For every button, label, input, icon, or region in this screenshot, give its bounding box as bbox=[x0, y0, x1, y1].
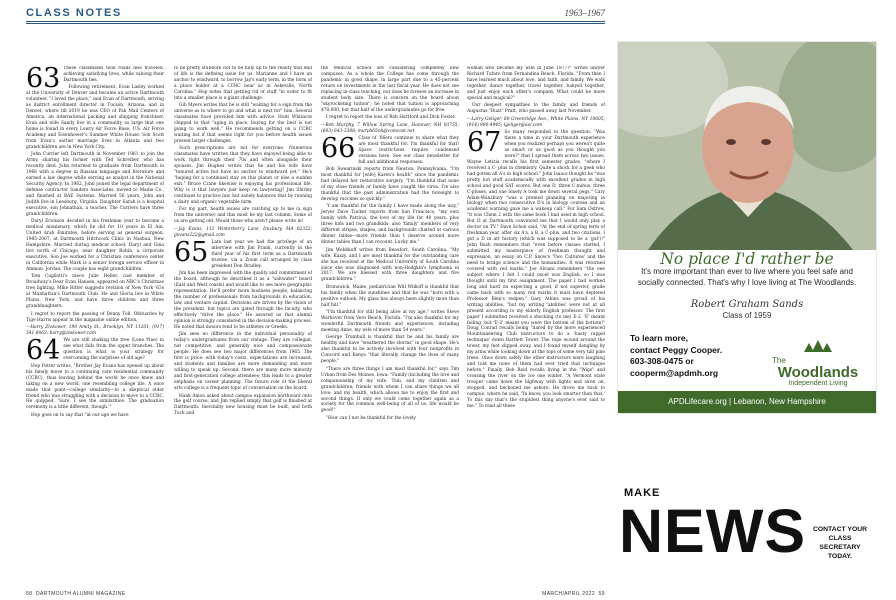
paragraph: Hop goes on to say that "at our age we have bbox=[31, 412, 129, 418]
contact-secretary-text bbox=[810, 525, 870, 561]
column-1 bbox=[26, 66, 164, 586]
paragraph: Jim Webbkoff writes from Beaufort, South Carolina, "My wife, Kazzy, and I are most thankful for the outstanding care she has received at the Medical University of South Carolina since she was diagnosed with non-Hodgkin's lymphoma in 2017. We are blessed with three daughters and five grandchildren." bbox=[321, 247, 459, 283]
secretary-signature: —Harry Zlokower, 190 Amity St., Brooklyn, NY 11201; (917) 541-8063; harry@zlokower.com bbox=[26, 325, 164, 336]
paragraph: Such prescriptions are not for everyone. Numerous classmates have written that they have enjoyed being able to work right through their 70s and often alongside their spouses. Jim Hughes writes that he and his wife have "tenured active but have no anchor to windward yet." He's "hoping for a continued stay on this planet or else a sudden exit." Bruce Crane likewise is enjoying his professional life. Why is it that lawyers just keep on lawyering? Jim Shirley continues to practice law, but sanely balances that by running a dairy and organic vegetable farm. bbox=[174, 146, 312, 205]
paragraph: Tom Cagliotti's niece Julie Heller, cast member of Broadway's Dear Evan Hansen, appeared on NBC's Christmas tree lighting. Mike Ritter suggests revision of New York '63s at Manhattan's Dartmouth Club. He and Gloria live in White Plains, New York, and have three children and three granddaughters. bbox=[26, 274, 164, 310]
paragraph: These classmates took roads less traveled, achieving satisfying lives, while valuing their Dartmouth ties. bbox=[63, 66, 164, 83]
paragraph: Daryl Erickson decided in his freshman year to become a medical missionary, which he did for 10 years in El Ain, United Arab Emirates, before serving as general surgeon, 1985-2007, at Dartmouth Hitchcock Clinic in Nashua, New Hampshire. Married during medical school, Daryl and Gina live north of Chicago, near daughter Robin, a corporate executive. Son Joe worked for a Christian conference center in California while Mark is a senior foreign service officer in Amman, Jordan. The couple has eight grandchildren. bbox=[26, 219, 164, 272]
class-note-66 bbox=[321, 132, 459, 166]
class-years: 1963–1967 bbox=[564, 8, 605, 18]
footer-left bbox=[26, 591, 125, 597]
paragraph: Late last year we had the privilege of an interview with Jim Frank, currently in the third year of his first term as a Dartmouth trustee, via a Zoom call arranged by class president Don Bradley. bbox=[211, 240, 312, 269]
page-number: 58 bbox=[26, 591, 33, 597]
ad-body: It's more important than ever to live where you feel safe and socially connected. That's why I love living at The Woodlands. bbox=[637, 267, 857, 287]
make-news-advertisement bbox=[617, 485, 875, 591]
issue-date: MARCH/APRIL 2022 bbox=[542, 591, 596, 597]
paragraph: I regret to report the loss of Rob Hartford and Dick Foster. bbox=[326, 115, 456, 121]
class-year-65: 65 bbox=[174, 237, 209, 269]
class-note-64 bbox=[26, 335, 164, 367]
woodlands-logo bbox=[768, 338, 868, 387]
news-label: NEWS bbox=[619, 497, 806, 565]
logo-the: The bbox=[772, 356, 786, 365]
class-year-64: 64 bbox=[26, 335, 61, 367]
secretary-signature: —Larry Geliger, 80 Greenridge Ave., White Plains, NY 10605; (914) 980-4945; lgeliger@aol.com bbox=[467, 116, 605, 128]
paragraph: John Currier left Dartmouth in November 1961 to join the Army, sharing his former with Ted Schreiber, who has recently died. John returned to graduate from Dartmouth in 1966 with a degree in Russian language and literature and earned a law degree while serving as analyst in the National Security Agency. In 1982, John joined the legal department of defense contractor Sanders Associates, moved to Maine Co., and finished at BAE Systems. Married 56 years, John and Judith live in Leesburg, Virginia. Daughter Sarah is a hospital executive, son Johnathan, a teacher. The Curriers have three grandchildren. bbox=[26, 152, 164, 217]
contact-line: TODAY. bbox=[827, 553, 853, 560]
ad-contact-line: contact Peggy Cooper. bbox=[630, 344, 723, 355]
resident-class: Class of 1959 bbox=[722, 311, 772, 320]
contact-line: CLASS bbox=[828, 535, 852, 542]
paragraph: "I'm thankful for still being alive at my age," writes Steve Warhover from Vero Beach, Florida. "I'm also thankful for my wonderful Dartmouth friends and experiences, including meeting Anne, my wife of more than 54 years." bbox=[321, 310, 459, 334]
class-note-63 bbox=[26, 66, 164, 94]
paragraph: Jim has been impressed with the quality and commitment of the board, although he described it as a "saltwater" board (East and West coasts) and would like to see more geographic representation. He'll prefer more business people, balancing the number of professionals from backgrounds in education, law, and venture capital. Decisions are driven by the vision of the president, but topics are gated through the faculty, who effectively "drive the place." He assured us that alumni opinion is strongly considered in the decision-making process. He noted that donors tend to be athletes or Greeks. bbox=[174, 271, 312, 331]
paragraph: woman who became my wife in June 1977?" writes lawyer Richard Tufaro from Fernandina Beach, Florida. "From then I have learned much about love, and faith, and family. We walk together, dance together, travel together, babysit together, and just enjoy each other's company. What could be more special and magical?" bbox=[467, 66, 605, 101]
class-year-67: 67 bbox=[467, 127, 502, 159]
ad-contact bbox=[630, 333, 760, 379]
contact-line: CONTACT YOUR bbox=[812, 526, 868, 533]
column-2 bbox=[174, 66, 312, 586]
header-rule-2 bbox=[26, 23, 605, 24]
portrait-illustration bbox=[618, 42, 876, 250]
paragraph: Class of '66ers continue to share what they are most thankful for. I'm thankful for that! Space restrictions require condensed versions here. See our class newsletter for full and additional responses. bbox=[358, 135, 459, 165]
paragraph: Hop Potter writes, "Brother Jay Evans has opened up about his timely move to a continuing care residential community (CCRC), thus leaving behind the world he once knew and taking on a new world, one resembling college life. A once made that point—college similarity—to a skeptical older friend who was struggling with a decision to move to a CCRC. He quipped, 'Sure, I see the similarities. The graduation ceremony is a little different, though.'" bbox=[26, 363, 164, 411]
ad-website-band[interactable]: APDLifecare.org | Lebanon, New Hampshire bbox=[618, 391, 876, 413]
resident-signature: Robert Graham Sands bbox=[690, 299, 804, 310]
header-rule bbox=[26, 21, 605, 22]
woodlands-advertisement[interactable] bbox=[617, 41, 877, 414]
paragraph: Brunswick, Maine, pediatrician Will Wilkoff is thankful that his family when the sunshines and that he was "born with a positive outlook. My glass has always been slightly more than half full." bbox=[321, 284, 459, 308]
resident-photo bbox=[618, 42, 876, 250]
paragraph: Following retirement, Evan Lasley worked at the University of Denver and became an active Dartmouth volunteer. "I loved the place," said Evan of Dartmouth, serving as district enrollment director in Tucson, Arizona, and in Denver, where till 2019 he was CEO of Pak Mail Centers of America, an international packing and shipping franchiser. Evan and wife Sandy live in a community so large that one home is found in every Lowry Air Force Base, U.S. Air Force Academy and Eisenhower's Summer White House. Son Scott from Evan's earlier marriage lives in Atlanta and two grandchildren are in New York City. bbox=[26, 85, 164, 150]
ad-contact-line: To learn more, bbox=[630, 333, 688, 343]
paragraph: For my part, health issues are catching up to me (a sign from the universe) and this must be my last column. Some of us are getting old. Would those who aren't please write in! bbox=[174, 207, 312, 225]
paragraph: George Trumbull is thankful that he and his family are healthy and have "weathered the storms" in good shape. He's also thankful to be actively involved with four nonprofits in Concord and Kenya "that literally change the lives of many people." bbox=[321, 335, 459, 365]
paragraph: I regret to report the passing of Denny Toll. Obituaries by Tige Harris appear in the magazine online edition. bbox=[26, 311, 164, 323]
paragraph: "I am thankful for the family I have made along the way," Jeryer Dave Tucker reports from San Francisco, "my own family with Patricia, the love of my life for 40 years, plus three kids and two grandkids; also 'family' members of very different stripes, shapes, and backgrounds chatted at various dinner tables—more friends than I deserve around more dinner tables than I can recount. Lucky me." bbox=[321, 204, 459, 246]
paragraph: "How can I not be thankful for the lovely bbox=[326, 415, 416, 421]
paragraph: to be pretty stubborn not to be fully up to the reality that end of life is the defining issue for us. Marianne and I have an anchor to windward, to borrow Jay's early term, in the form of a place holder at a CCRC near us in Asheville, North Carolina." Hop notes that getting rid of stuff "in order to fit into a smaller place is a giant challenge. bbox=[174, 66, 312, 101]
class-year-63: 63 bbox=[26, 66, 61, 94]
secretary-signature: —Bob Murphy, 7 Willow Spring Lane, Hanover, NH 03755; (603) 643-3388; murph65nh@comcast.net bbox=[321, 122, 459, 134]
paragraph: Our deepest sympathies to the family and friends of Augustus "Buzz" Pratt, who passed away last November. bbox=[467, 103, 605, 115]
tree-icon bbox=[768, 339, 868, 353]
paragraph: the Medical School are considering completely new campuses. As a whole the College has come through the pandemic in good shape, in large part due to a 45-percent return on investments in the last fiscal year. He does not see replacing in-class teaching, nor does he foresee an increase in student body size. There is concern on the board about "skyrocketing tuition"; he noted that tuition is approaching $70,000, but that half of the undergraduates go for free. bbox=[321, 66, 459, 113]
class-year-66: 66 bbox=[321, 132, 356, 164]
secretary-signature: —Jay Evans, 112 Winterberry Lane, Duxbury, MA 02332; jjevans222@gmail.com bbox=[174, 226, 312, 238]
class-note-65 bbox=[174, 237, 312, 270]
make-label: MAKE bbox=[624, 487, 661, 499]
paragraph: Bob Swearinski reports from Newton, Pennsylvania, "I'm most thankful for [wife] Karen's health" since the pandemic had delayed her restorative surgery. "I'm thankful that none of my close friends or family have caught the virus. I'm also thankful that the past administration had the foresight to develop vaccines so quickly." bbox=[321, 167, 459, 203]
ad-headline: No place I'd rather be bbox=[660, 250, 834, 268]
page-number: 59 bbox=[598, 591, 605, 597]
section-title: CLASS NOTES bbox=[26, 7, 122, 19]
publication-name: DARTMOUTH ALUMNI MAGAZINE bbox=[35, 591, 126, 597]
class-note-67 bbox=[467, 127, 605, 410]
contact-line: SECRETARY bbox=[819, 544, 861, 551]
paragraph: We are still shaking the tree (Lone Pine) to see what falls from the upper branches. The question is what is your strategy for overcoming the surprises of old age? bbox=[63, 338, 164, 362]
paragraph: Gib Myers writes that he is still "waiting for a sign from the universe as to where to go and what is next for" him. Several classmates have provided him with advice. Hunt Whitacre chipped in that "aging in place, buying for the best is not going to work well." He recommends getting on a CCRC waiting list if that seems right for you before health issues present larger challenges. bbox=[174, 103, 312, 144]
ad-phone[interactable]: 603-308-0475 or bbox=[630, 356, 694, 366]
column-3 bbox=[321, 66, 459, 586]
paragraph: "There are three things I am most thankful for," says Tim Urban from Des Moines, Iowa: "Family (including the love and companionship of my wife, Toni, and my children and grandchildren; friends with whom I can share things we all love; and my health, which allows me to enjoy the first and second things. If only we could come together again as a society for the common well-being of all of us, life would be good!" bbox=[321, 366, 459, 414]
footer-right bbox=[520, 591, 605, 597]
logo-name: Woodlands bbox=[777, 364, 859, 381]
ad-email[interactable]: cooperm@apdmh.org bbox=[630, 367, 719, 378]
paragraph: So many responded to the question, "Was there a time in your Dartmouth experience when you realized perhaps you weren't quite as smart or as good as you thought you were?" that I spread them across two issues. Wayne Letizia recalls his first semester grades, "where I received a C- plus in chemistry. Quite a shock for a geek who had gotten all A's in high school." John Isaacs thought he "was pretty hot stuff academically with excellent grades in high school and good SAT scores. But one D, three C-minus, three C-pluses, and one lonely A took me down several pegs." Cary Adam-Wanzbury "was a premed planning on majoring in biology when two consecutive D's in biology courses and an academic warning gave me a wakeup call." For Sam Ostrow, "it was Chem 2 with the same book I had used in high school. But D at Dartmouth convinced me that I would only play a doctor on TV." Dave Schon said, "At the end of spring term of freshman year, after six A's, a B, a C-plus, and two citations, I got a D in art history (which was supposed to be a 'gut')!" John Bush remembers that "even before classes started, I submitted my masterpiece of freshman thought and expression, an essay on C.P. Snow's 'Two Cultures' and the need to bridge science and the humanities. It was returned covered with red marks." Joe Alviani remembers "the one subject where I felt I could excel was English, so I was thought until my first assignment. The paper I had worked long and hard on expecting a good, if not superior, grade came back with so many red marks it must have depleted Professor Bien's redpen." Gary Atkins was proud of his writing abilities, "but my writing 'abilities' were not at all present according to my elderly English professor. The first paper I submitted received a shocking (to me) E-2. 'E' meant failing, but 'E-2' meant you were the bottom of the bottom!" Doug Conrad recalls being "dared by the more experienced Mountaineering Club instructors to do a 'hasty rappel technique' down Bartlett Tower. The rope wound around the tower, my feet slipped away, and I found myself dangling by my arms while looking down at the tops of some very tall pine trees. Once down safely the other instructors were laughing and told me none of them had ever tried that technique before." Finally, Bob Reid recalls living in the "Wigs" and crossing the river on the ice one winter. "A Vermont state trooper came down the highway with lights and siren on, stopped, and beckoned me ashore. He drove me back to campus, where he said, 'Ya know, you look smarter than that.' To this day that's the stupidest thing anyone's ever said to me." To read all these bbox=[467, 130, 605, 409]
paragraph: Jim sees no difference in the individual personality of today's undergraduates from our vintage. They are collegial, not competitive, and generally nice and compassionate people. He does see two major differences from 1965. The first is price: with today's costs, expectations are increased, and students and families are more demanding and more willing to speak up. Second, there are many more minority and first-generation college attendees; this leads to a greater emphasis on career planning. The future role of the liberal arts college is a frequent topic of conversation on the board. bbox=[174, 332, 312, 392]
logo-tagline: Independent Living bbox=[788, 380, 848, 387]
column-4 bbox=[467, 66, 605, 586]
paragraph: Hank Amon asked about campus expansion northward onto the golf course, and Jim replied simply that golf is finished at Dartmouth. Inevitably new housing must be built, and both Tuck and bbox=[174, 393, 312, 417]
